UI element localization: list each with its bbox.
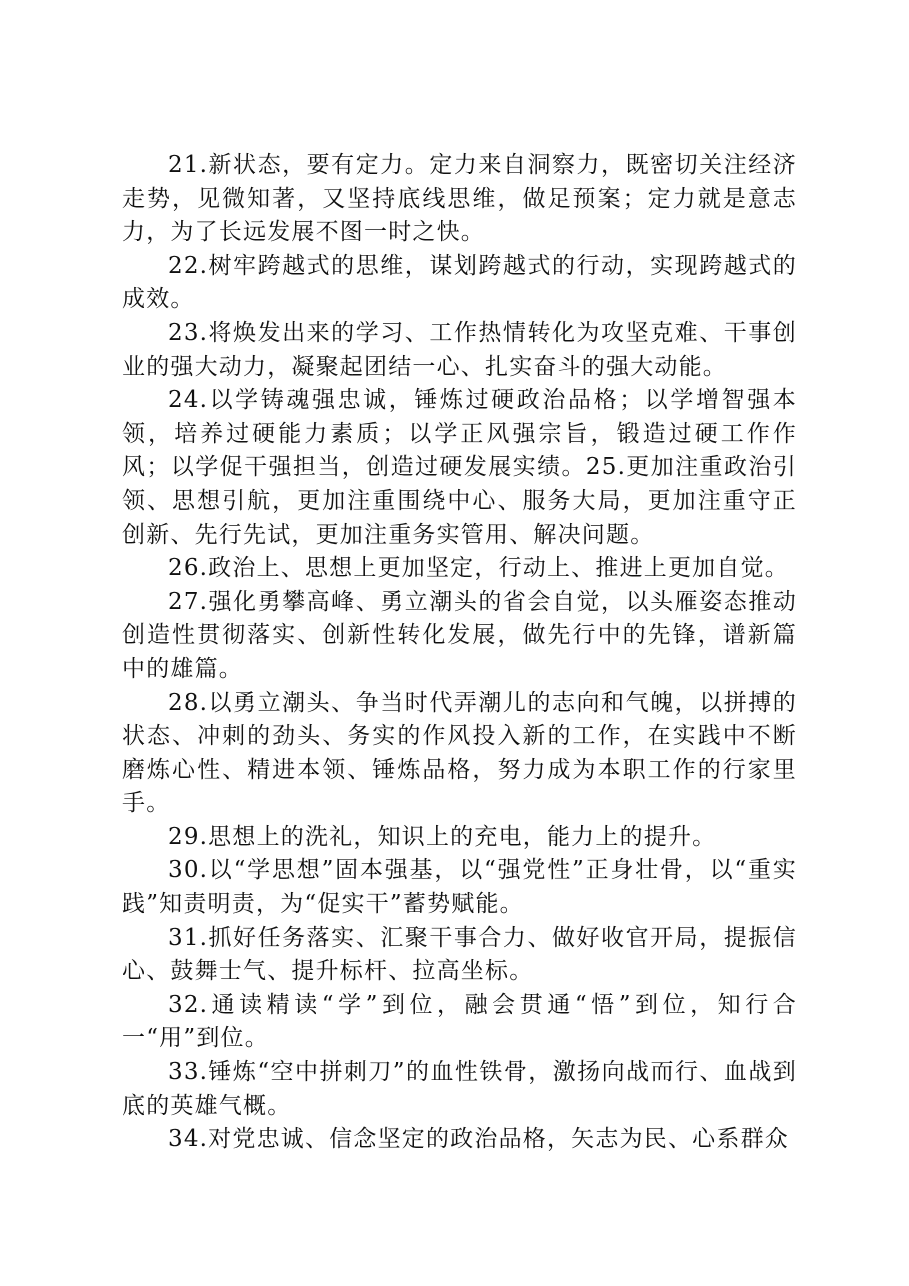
paragraph-29: 29.思想上的洗礼，知识上的充电，能力上的提升。: [168, 823, 717, 850]
paragraph-32: 32.通读精读“学”到位，融会贯通“悟”到位，知行合一“用”到位。: [122, 991, 797, 1052]
paragraph-26: 26.政治上、思想上更加坚定，行动上、推进上更加自觉。: [168, 555, 789, 582]
paragraph-21: 21.新状态，要有定力。定力来自洞察力，既密切关注经济走势，见微知著，又坚持底线思维，做足预案；定力就是意志力，为了长远发展不图一时之快。: [122, 152, 797, 246]
paragraph-24-25: 24.以学铸魂强忠诚，锤炼过硬政治品格；以学增智强本领，培养过硬能力素质；以学正风强宗旨，锻造过硬工作作风；以学促干强担当，创造过硬发展实绩。25.更加注重政治引领、思想引航，更加注重围绕中心、服务大局，更加注重守正创新、先行先试，更加注重务实管用、解决问题。: [122, 387, 797, 548]
paragraph-30: 30.以“学思想”固本强基，以“强党性”正身壮骨，以“重实践”知责明责，为“促实干”蓄势赋能。: [122, 857, 797, 918]
paragraph-33: 33.锤炼“空中拼刺刀”的血性铁骨，激扬向战而行、血战到底的英雄气概。: [122, 1059, 797, 1119]
paragraph-27: 27.强化勇攀高峰、勇立潮头的省会自觉，以头雁姿态推动创造性贯彻落实、创新性转化发展，做先行中的先锋，谱新篇中的雄篇。: [122, 588, 797, 682]
paragraph-34: 34.对党忠诚、信念坚定的政治品格，矢志为民、心系群众: [168, 1126, 789, 1153]
paragraph-31: 31.抓好任务落实、汇聚干事合力、做好收官开局，提振信心、鼓舞士气、提升标杆、拉高坐标。: [122, 924, 797, 985]
document-body: [122, 149, 797, 1157]
paragraph-23: 23.将焕发出来的学习、工作热情转化为攻坚克难、干事创业的强大动力，凝聚起团结一心、扎实奋斗的强大动能。: [122, 319, 797, 380]
paragraph-28: 28.以勇立潮头、争当时代弄潮儿的志向和气魄，以拼搏的状态、冲刺的劲头、务实的作风投入新的工作，在实践中不断磨炼心性、精进本领、锤炼品格，努力成为本职工作的行家里手。: [122, 689, 797, 817]
paragraph-22: 22.树牢跨越式的思维，谋划跨越式的行动，实现跨越式的成效。: [122, 252, 797, 313]
